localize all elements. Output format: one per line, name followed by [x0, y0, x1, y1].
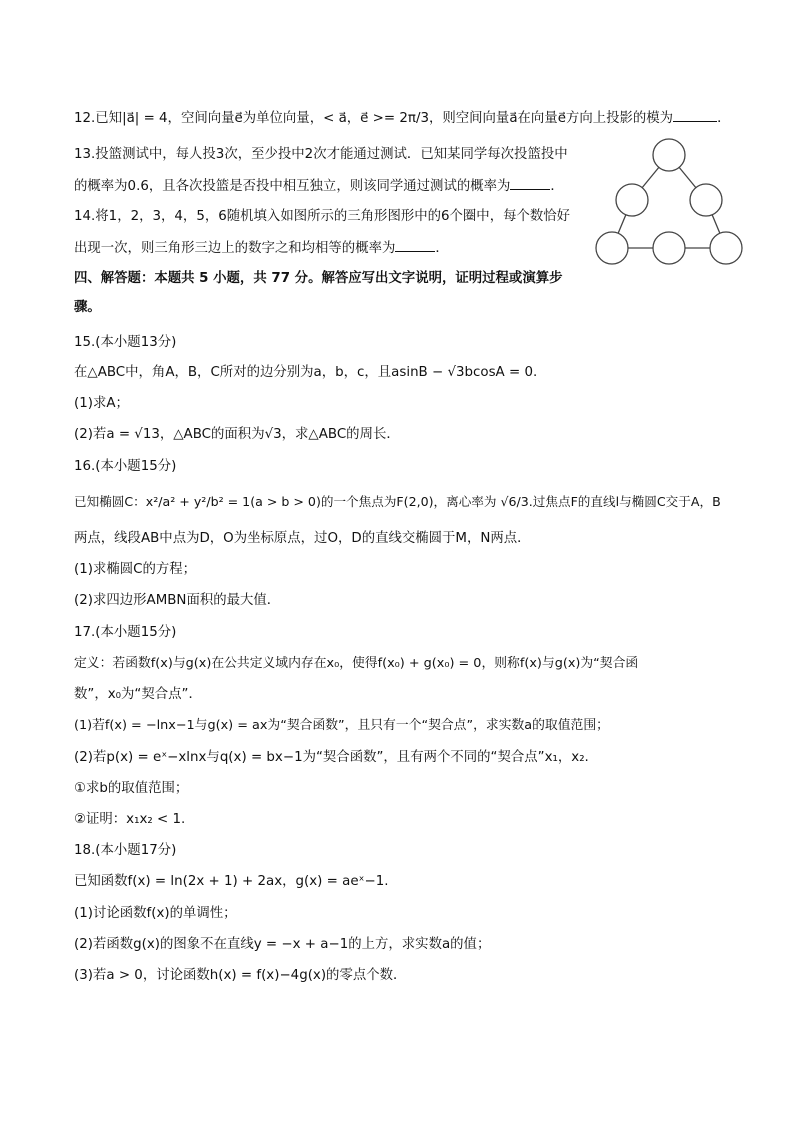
circle-bottom-right [710, 232, 742, 264]
q16-stem-1: 已知椭圆C：x²/a² + y²/b² = 1(a > b > 0)的一个焦点为F(2,0)，离心率为 √6/3.过焦点F的直线l与椭圆C交于A，B [74, 494, 721, 509]
q15-part1: (1)求A； [74, 396, 129, 411]
q15-part2: (2)若a = √13，△ABC的面积为√3，求△ABC的周长． [74, 427, 400, 442]
answer-blank[interactable] [510, 176, 550, 190]
q17-part1: (1)若f(x) = −lnx−1与g(x) = ax为“契合函数”，且只有一个“契合点”，求实数a的取值范围； [74, 718, 609, 733]
q16-title: 16.(本小题15分) [74, 459, 177, 474]
circle-mid-right [690, 184, 722, 216]
q17-part2: (2)若p(x) = eˣ−xlnx与q(x) = bx−1为“契合函数”，且有两个不同的“契合点”x₁，x₂. [74, 750, 589, 765]
q14-end: ． [435, 241, 449, 256]
q13-end: ． [550, 179, 564, 194]
q14-line-1: 14.将1，2，3，4，5，6随机填入如图所示的三角形图形中的6个圈中，每个数恰好 [74, 209, 571, 224]
answer-blank[interactable] [395, 238, 435, 252]
q18-part2: (2)若函数g(x)的图象不在直线y = −x + a−1的上方，求实数a的值； [74, 937, 491, 952]
q14-line-2 [74, 238, 449, 259]
triangle-circles-figure [594, 130, 744, 270]
q16-part1: (1)求椭圆C的方程； [74, 562, 197, 577]
circle-bottom-middle [653, 232, 685, 264]
circle-mid-left [616, 184, 648, 216]
q18-stem: 已知函数f(x) = ln(2x + 1) + 2ax，g(x) = aeˣ−1. [74, 874, 389, 889]
q17-title: 17.(本小题15分) [74, 625, 177, 640]
q13-text: 的概率为0.6，且各次投篮是否投中相互独立，则该同学通过测试的概率为 [74, 179, 511, 194]
q12-body: 已知|a⃗| = 4，空间向量e⃗为单位向量，< a⃗，e⃗ >= 2π/3，则空间向量a⃗在向量e⃗方向上投影的模为 [95, 111, 674, 126]
section-heading: 四、解答题：本题共 5 小题，共 77 分。解答应写出文字说明，证明过程或演算步 [74, 271, 563, 286]
q17-def-1: 定义：若函数f(x)与g(x)在公共定义域内存在x₀，使得f(x₀) + g(x₀) = 0，则称f(x)与g(x)为“契合函 [74, 656, 639, 671]
q16-part2: (2)求四边形AMBN面积的最大值． [74, 593, 281, 608]
q13-line-1: 13.投篮测试中，每人投3次，至少投中2次才能通过测试．已知某同学每次投篮投中 [74, 147, 568, 162]
circle-top [653, 139, 685, 171]
q15-stem: 在△ABC中，角A，B，C所对的边分别为a，b，c，且asinB − √3bcosA = 0. [74, 365, 538, 380]
q17-sub1: ①求b的取值范围； [74, 781, 189, 796]
q13-line-2 [74, 176, 564, 197]
q16-stem-2: 两点，线段AB中点为D，O为坐标原点，过O，D的直线交椭圆于M，N两点． [74, 531, 531, 546]
q17-sub2: ②证明：x₁x₂ < 1. [74, 812, 186, 827]
q17-def-2: 数”，x₀为“契合点”． [74, 687, 202, 702]
q12-label: 12. [74, 111, 96, 126]
circle-bottom-left [596, 232, 628, 264]
q15-title: 15.(本小题13分) [74, 335, 177, 350]
q12-line [74, 108, 730, 129]
q18-title: 18.(本小题17分) [74, 843, 177, 858]
q14-text: 出现一次，则三角形三边上的数字之和均相等的概率为 [74, 241, 396, 256]
answer-blank[interactable] [673, 108, 717, 122]
q12-end: ． [717, 111, 731, 126]
q18-part1: (1)讨论函数f(x)的单调性； [74, 906, 237, 921]
section-heading-cont: 骤。 [74, 300, 101, 315]
q18-part3: (3)若a > 0，讨论函数h(x) = f(x)−4g(x)的零点个数． [74, 968, 407, 983]
